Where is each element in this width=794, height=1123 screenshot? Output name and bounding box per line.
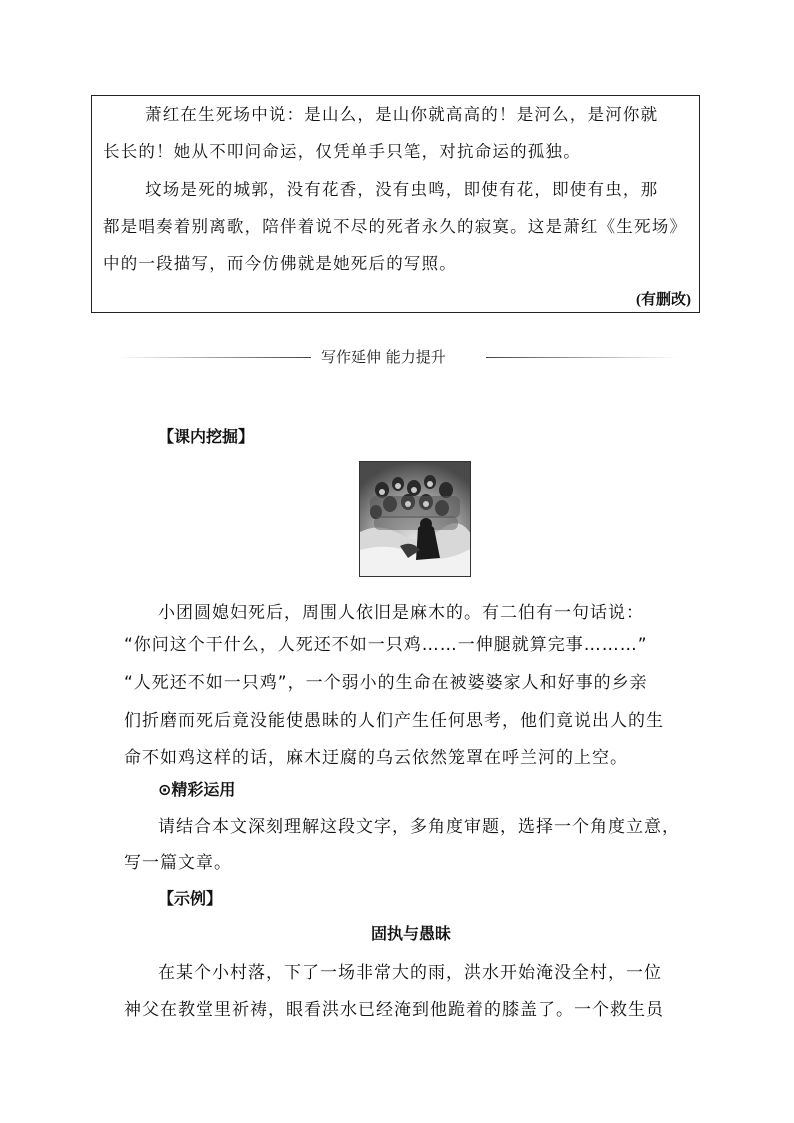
section2-line-1: 请结合本文深刻理解这段文字，多角度审题，选择一个角度立意，: [158, 817, 680, 837]
divider-line-right: [486, 357, 679, 358]
section3-line-1: 在某个小村落，下了一场非常大的雨，洪水开始淹没全村，一位: [158, 963, 662, 983]
quote-para2-line3: 中的一段描写，而今仿佛就是她死后的写照。: [103, 254, 457, 273]
divider-title: 写作延伸 能力提升: [321, 348, 446, 366]
quote-para1-line2: 长长的！她从不叩问命运，仅凭单手只笔，对抗命运的孤独。: [103, 142, 581, 161]
quote-para2-line2: 都是唱奏着别离歌，陪伴着说不尽的死者永久的寂寞。这是萧红《生死场》: [103, 217, 688, 236]
quote-para2-line1: 坟场是死的城郭，没有花香，没有虫鸣，即使有花，即使有虫，那: [145, 180, 659, 199]
essay-title: 固执与愚昧: [371, 924, 452, 943]
section2-line-2: 写一篇文章。: [124, 853, 232, 873]
divider-line-left: [118, 357, 311, 358]
section1-line-4: 们折磨而死后竟没能使愚昧的人们产生任何思考，他们竟说出人的生: [124, 711, 664, 731]
heading-jingcai-yunyong: ⊙精彩运用: [158, 780, 236, 799]
quote-note: (有删改): [636, 292, 691, 308]
heading-shili: 【示例】: [158, 889, 223, 908]
section1-line-2: “你问这个干什么，人死还不如一只鸡……一伸腿就算完事………”: [124, 635, 648, 655]
illustration-crowd-image: [359, 461, 471, 577]
section3-line-2: 神父在教堂里祈祷，眼看洪水已经淹到他跪着的膝盖了。一个救生员: [124, 1000, 664, 1020]
heading-kenei-wajue: 【课内挖掘】: [158, 427, 255, 446]
quote-para1-line1: 萧红在生死场中说：是山么，是山你就高高的！是河么，是河你就: [145, 105, 659, 124]
section1-line-1: 小团圆媳妇死后，周围人依旧是麻木的。有二伯有一句话说：: [158, 603, 644, 623]
section1-line-5: 命不如鸡这样的话，麻木迂腐的乌云依然笼罩在呼兰河的上空。: [124, 748, 628, 768]
section-divider: [118, 346, 679, 368]
quote-box: [91, 95, 700, 313]
section1-line-3: “人死还不如一只鸡”，一个弱小的生命在被婆婆家人和好事的乡亲: [124, 673, 648, 693]
